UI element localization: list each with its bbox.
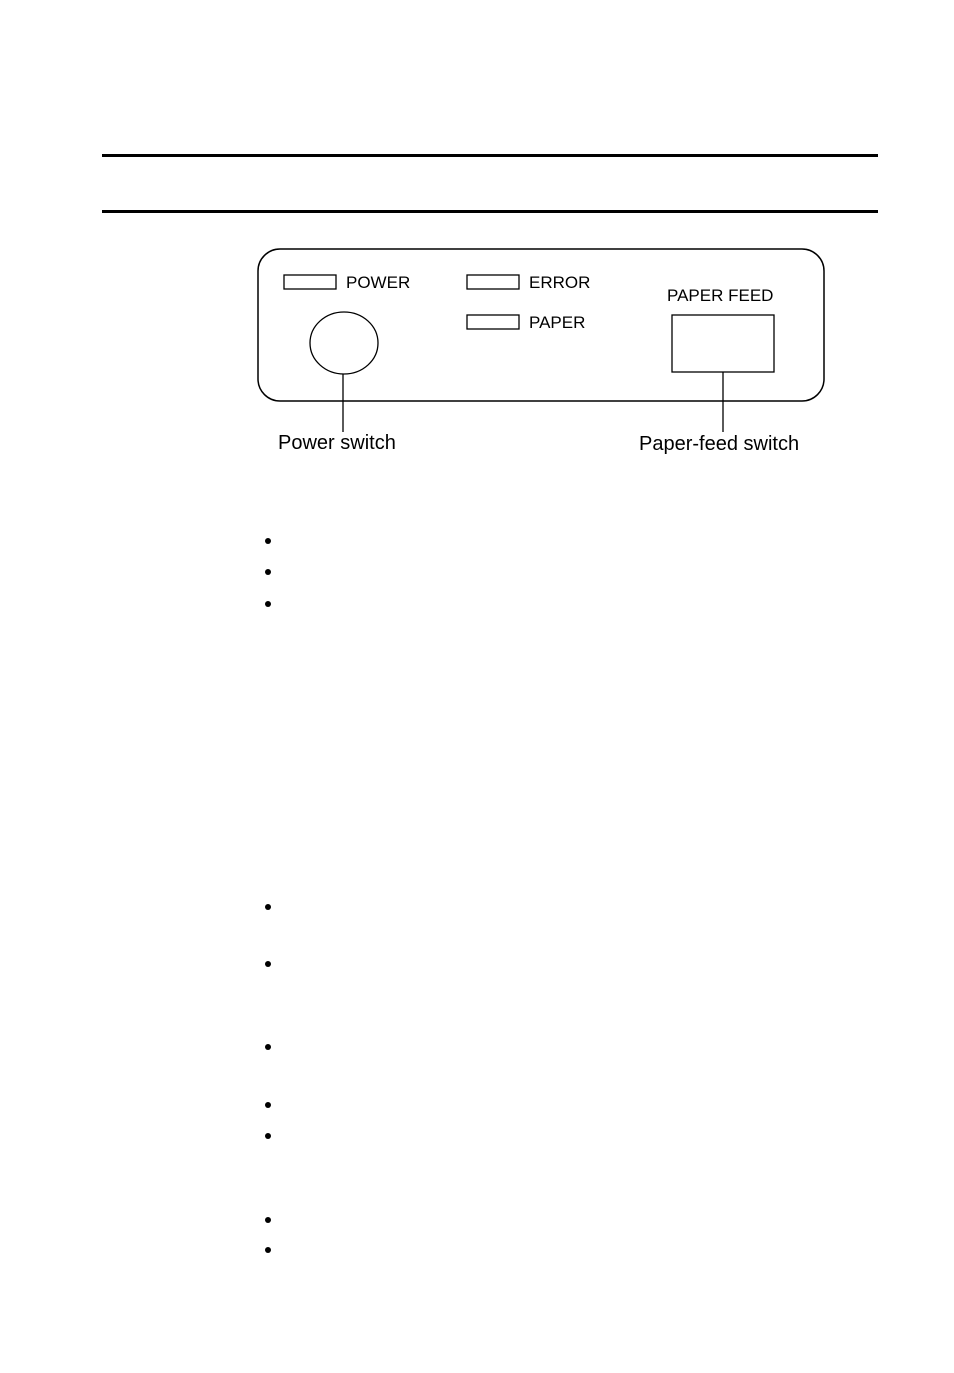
list-bullet	[265, 1133, 271, 1139]
paper-feed-switch[interactable]	[672, 315, 774, 372]
list-bullet	[265, 601, 271, 607]
error-led	[467, 275, 519, 289]
list-bullet	[265, 538, 271, 544]
power-led	[284, 275, 336, 289]
list-bullet	[265, 1102, 271, 1108]
paper-led-label: PAPER	[529, 313, 586, 332]
error-led-label: ERROR	[529, 273, 591, 292]
power-switch-caption: Power switch	[278, 432, 396, 454]
power-switch[interactable]	[310, 312, 378, 374]
paper-feed-label: PAPER FEED	[667, 286, 774, 305]
list-bullet	[265, 1217, 271, 1223]
list-bullet	[265, 1044, 271, 1050]
list-bullet	[265, 904, 271, 910]
list-bullet	[265, 569, 271, 575]
list-bullet	[265, 1247, 271, 1253]
paper-feed-switch-caption: Paper-feed switch	[639, 433, 800, 455]
list-bullet	[265, 961, 271, 967]
power-led-label: POWER	[346, 273, 411, 292]
operation-panel-diagram	[0, 0, 954, 470]
paper-led	[467, 315, 519, 329]
